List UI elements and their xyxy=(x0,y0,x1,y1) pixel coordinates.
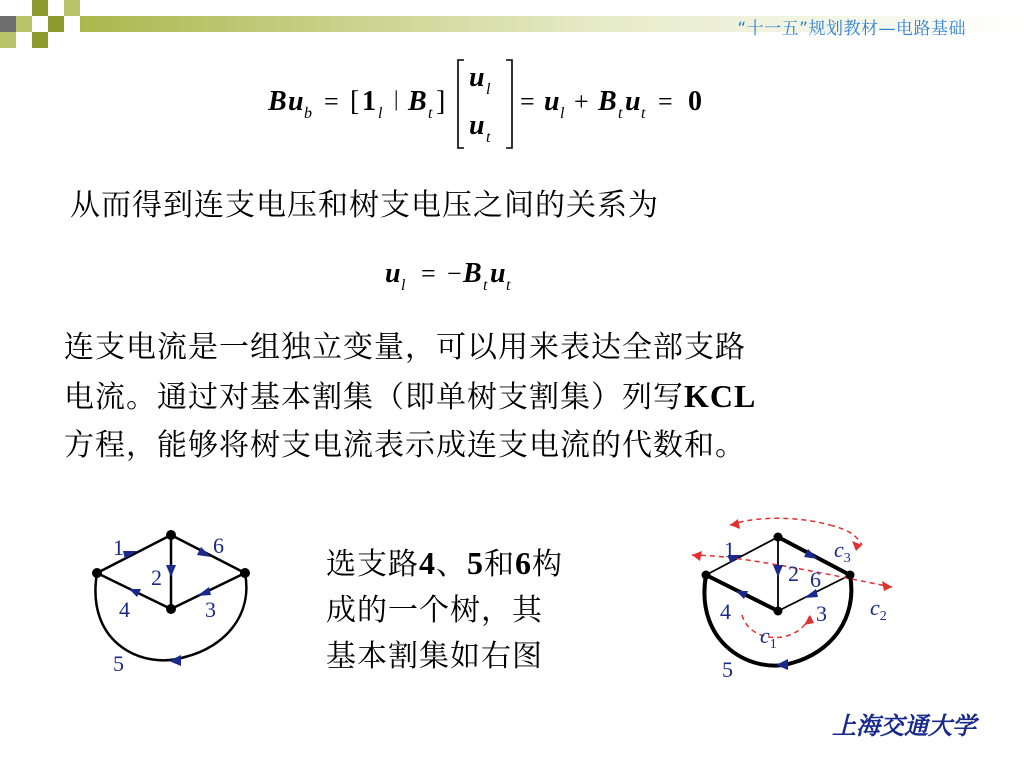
para3-line1 xyxy=(326,540,563,588)
eq2-u-sub: l xyxy=(401,277,406,294)
cutset-label-c3: $c_3$ xyxy=(834,537,851,566)
eq1-Bt: B xyxy=(408,86,427,117)
cut-arrow-left-icon xyxy=(692,551,702,561)
eq1-lbr: [ xyxy=(350,86,360,117)
equation-ul xyxy=(385,248,545,302)
label-2: 2 xyxy=(151,565,162,590)
eq2-u: u xyxy=(385,258,401,289)
label-1: 1 xyxy=(113,535,124,560)
node-b xyxy=(774,533,783,542)
eq1-B3: B xyxy=(598,86,617,117)
eq1-eq: = xyxy=(324,87,339,116)
eq1-u: u xyxy=(288,86,304,117)
node-c xyxy=(240,568,250,578)
node-a xyxy=(702,571,711,580)
para3-and: 和 xyxy=(484,547,515,582)
eq1-B3-sub: t xyxy=(618,105,623,122)
eq1-ul: u xyxy=(469,62,485,93)
label-4: 4 xyxy=(720,599,731,624)
circuit-graph-cutsets xyxy=(680,515,905,690)
eq1-u3-sub: t xyxy=(641,105,646,122)
node-c xyxy=(846,571,855,580)
para3-text-end: 构 xyxy=(532,547,563,582)
header-title: “十一五”规划教材—电路基础 xyxy=(737,19,966,39)
eq1-sub-b: b xyxy=(304,105,312,122)
eq1-eq3: = xyxy=(658,87,673,116)
node-a xyxy=(92,568,102,578)
eq1-rbr: ] xyxy=(436,86,446,117)
arrow-1-icon xyxy=(123,551,137,559)
para3-branch-6: 6 xyxy=(515,545,532,581)
eq2-u2-sub: t xyxy=(506,277,511,294)
eq1-u2-sub: l xyxy=(560,105,565,122)
logo-square-green xyxy=(32,0,48,16)
node-d xyxy=(166,604,176,614)
logo-square-green xyxy=(32,32,48,48)
para3-comma: 、 xyxy=(436,547,467,582)
label-5: 5 xyxy=(722,657,733,682)
cut-arrow-top-icon xyxy=(730,519,740,529)
label-4: 4 xyxy=(119,597,130,622)
logo-square-green xyxy=(48,16,64,32)
eq1-ut-sub: t xyxy=(486,129,491,146)
equation-bub xyxy=(268,56,728,152)
eq2-eq: = xyxy=(421,259,436,288)
logo-square-light xyxy=(0,32,16,48)
para2-line2-text: 电流。通过对基本割集（即单树支割集）列写 xyxy=(64,380,684,415)
arrow-5-icon xyxy=(776,659,788,670)
eq2-B-sub: t xyxy=(483,277,488,294)
arrow-2-icon xyxy=(166,565,176,577)
label-5: 5 xyxy=(113,651,124,676)
eq1-bar: | xyxy=(394,86,399,111)
eq2-minus: − xyxy=(447,259,462,288)
sjtu-logo xyxy=(830,700,980,748)
label-3: 3 xyxy=(816,601,827,626)
eq1-plus: + xyxy=(574,87,589,116)
eq2-u2: u xyxy=(490,258,506,289)
node-d xyxy=(774,607,783,616)
header-bar xyxy=(0,0,1024,48)
eq1-matrix-left xyxy=(458,60,464,148)
eq1-u3: u xyxy=(625,86,641,117)
node-b xyxy=(166,530,176,540)
logo-square-light xyxy=(64,0,80,16)
eq1-matrix-right xyxy=(506,60,512,148)
eq1-u2: u xyxy=(544,86,560,117)
para2-line3: 方程，能够将树支电流表示成连支电流的代数和。 xyxy=(64,428,746,463)
arrow-2-icon xyxy=(773,565,783,577)
eq1-ut: u xyxy=(469,110,485,141)
para2-kcl: KCL xyxy=(684,378,757,414)
logo-text: 上海交通大学 xyxy=(832,711,976,740)
label-6: 6 xyxy=(810,567,821,592)
cutset-c1 xyxy=(742,615,810,638)
para3-branch-5: 5 xyxy=(467,545,484,581)
arrow-5-icon xyxy=(169,655,181,666)
logo-square-dark xyxy=(0,16,16,32)
paragraph-link-currents xyxy=(64,324,964,470)
eq1-eq2: = xyxy=(520,87,535,116)
eq1-sub-l: l xyxy=(378,105,383,122)
eq1-ul-sub: l xyxy=(486,81,491,98)
para2-line1: 连支电流是一组独立变量，可以用来表达全部支路 xyxy=(64,330,746,365)
eq2-B: B xyxy=(463,258,482,289)
paragraph-relation: 从而得到连支电压和树支电压之间的关系为 xyxy=(70,188,659,223)
para3-line2: 成的一个树，其 xyxy=(326,593,543,628)
cutset-c3 xyxy=(730,518,830,525)
cutset-label-c1: $c_1$ xyxy=(760,623,777,652)
edge-1 xyxy=(706,537,778,575)
label-1: 1 xyxy=(724,537,735,562)
logo-square-green xyxy=(16,16,32,32)
para2-line2 xyxy=(64,372,964,422)
para3-branch-4: 4 xyxy=(419,545,436,581)
eq1-B: B xyxy=(268,86,287,117)
label-6: 6 xyxy=(213,533,224,558)
circuit-graph-left xyxy=(85,525,275,690)
eq1-sub-t: t xyxy=(428,105,433,122)
label-3: 3 xyxy=(205,597,216,622)
para3-line3: 基本割集如右图 xyxy=(326,639,543,674)
cutset-label-c2: $c_2$ xyxy=(870,595,887,624)
eq1-one: 1 xyxy=(362,86,376,117)
para3-text: 选支路 xyxy=(326,547,419,582)
label-2: 2 xyxy=(788,561,799,586)
arrow-3-icon xyxy=(197,587,211,596)
paragraph-tree xyxy=(326,540,563,680)
eq1-zero: 0 xyxy=(688,86,702,117)
